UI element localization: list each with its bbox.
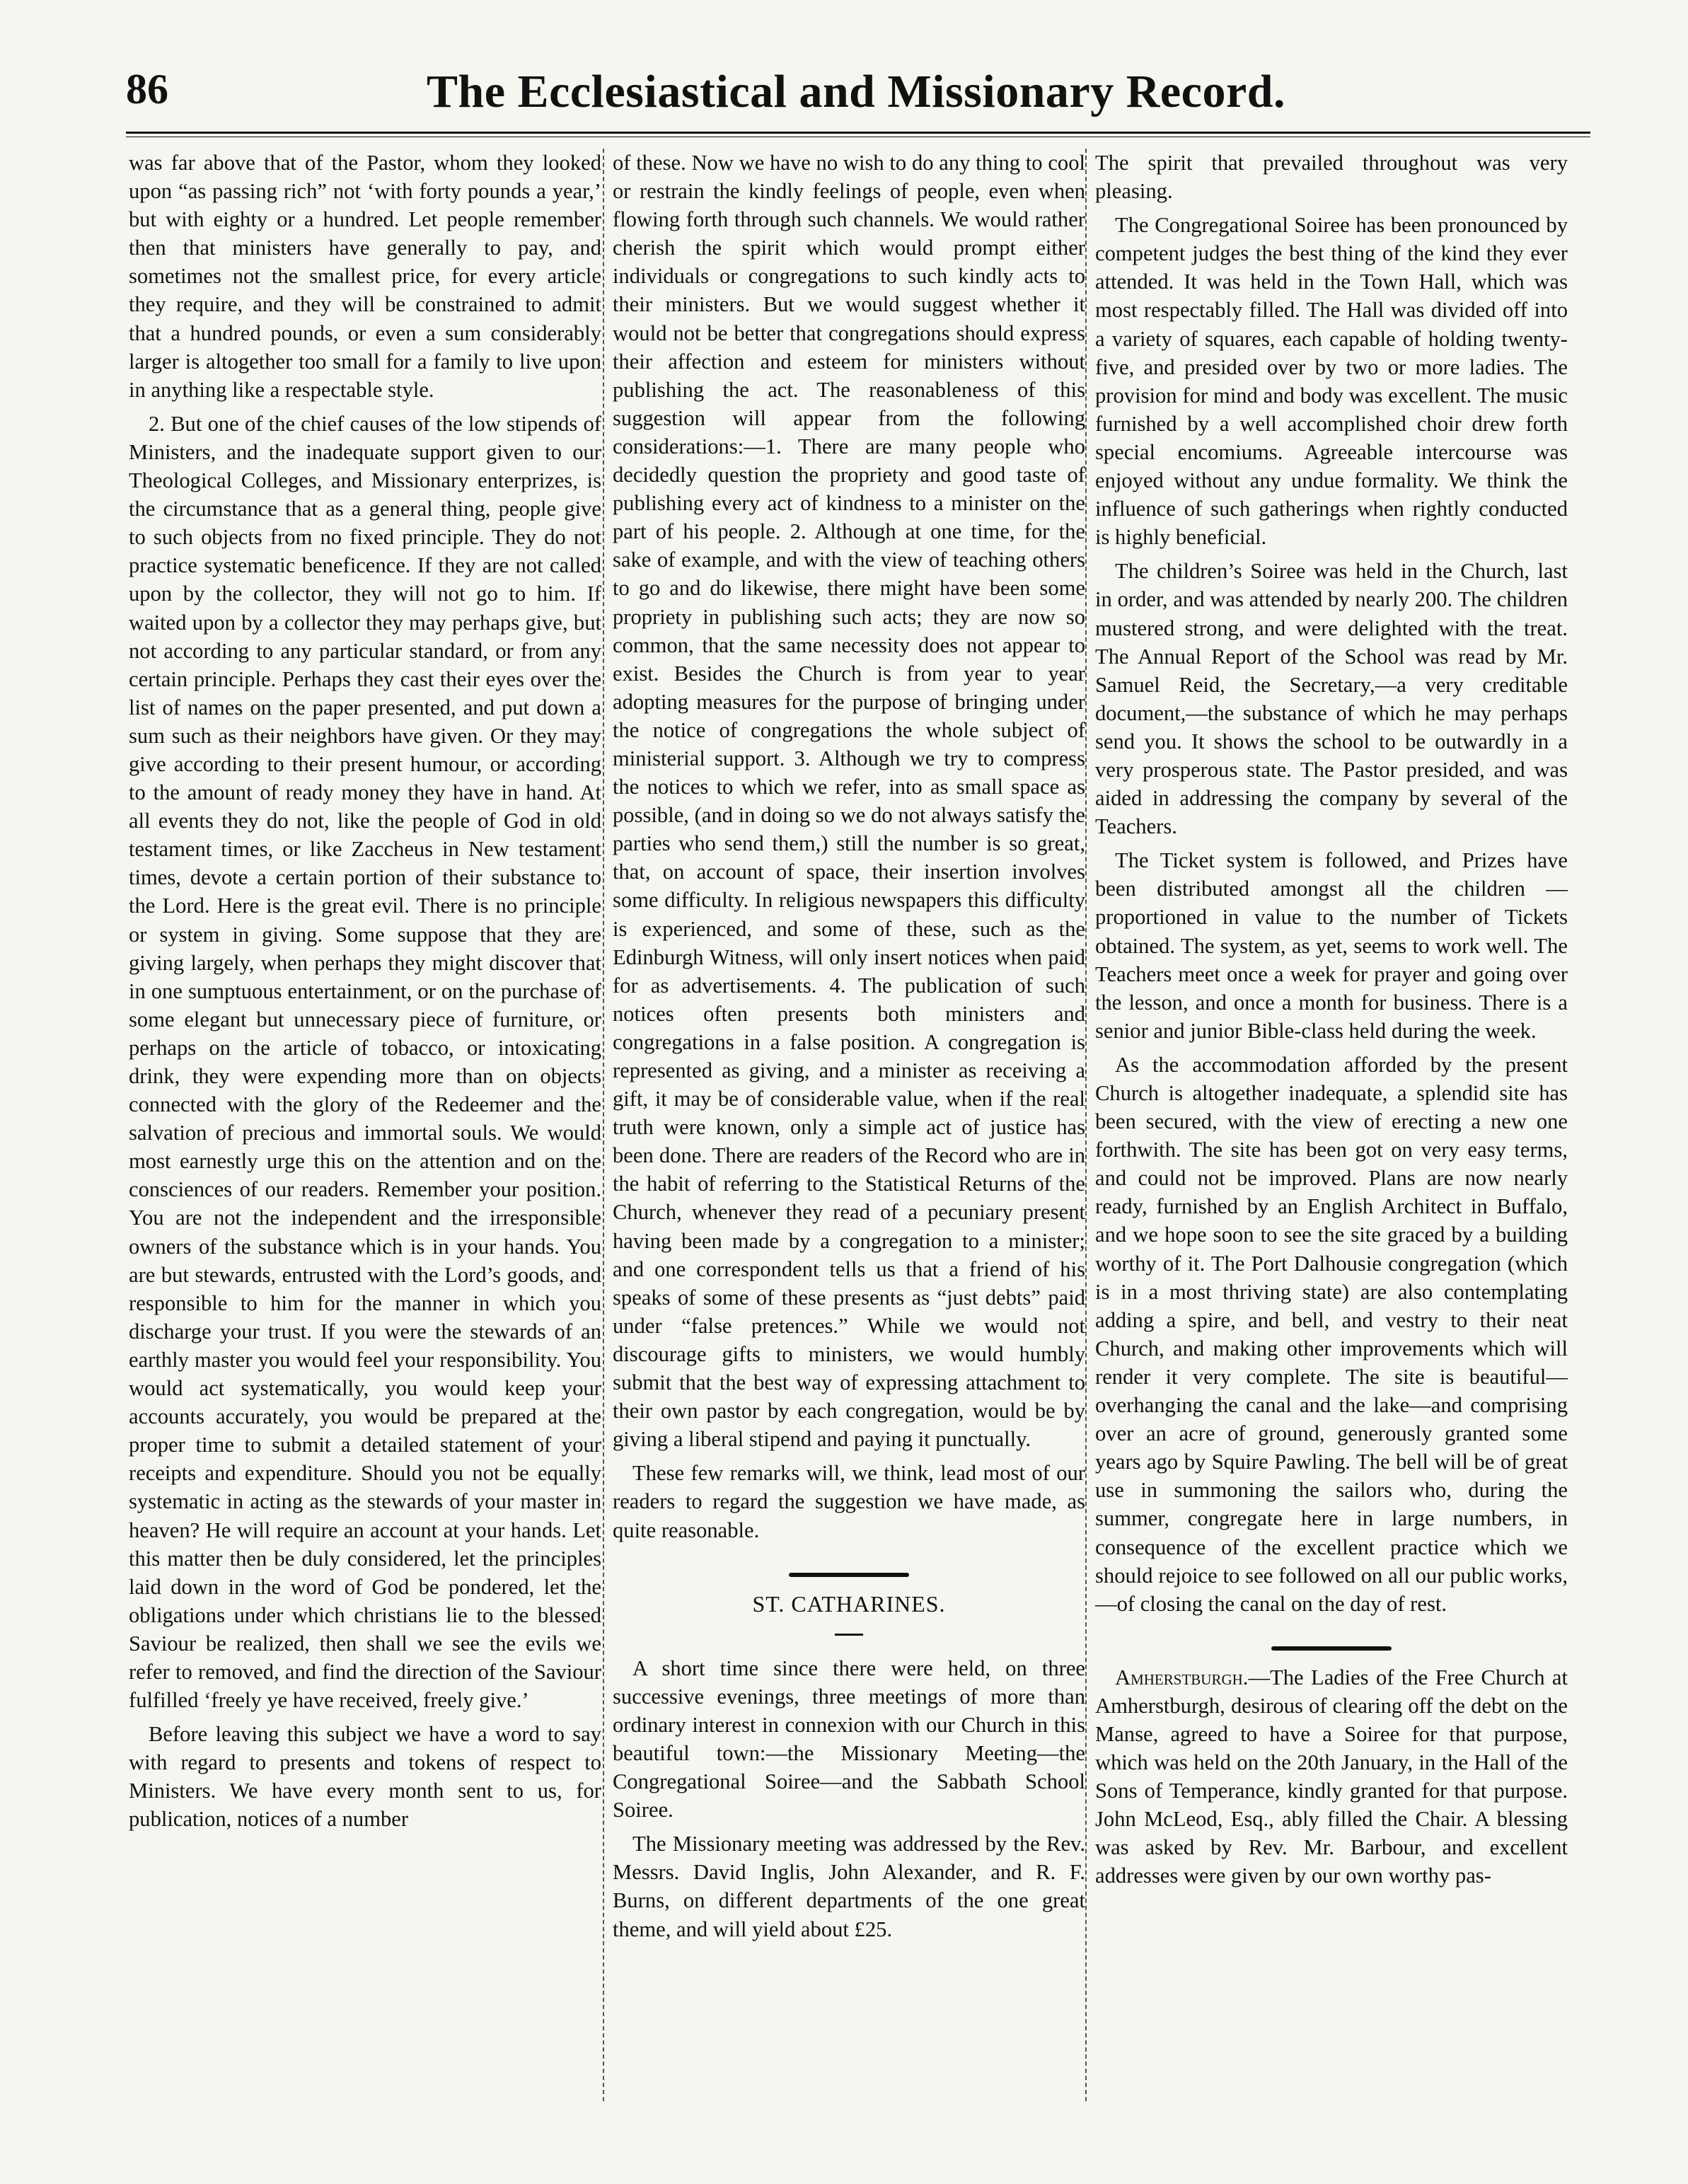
section-heading: ST. CATHARINES. — [752, 1590, 946, 1617]
article-paragraph: The Ticket system is followed, and Prizes have been distributed amongst all the children —proportioned in value to the number of Tickets obtained. The system, as yet, seems to work well. The Teachers meet once a week for prayer and going over the lesson, and once a month for business. There is a senior and junior Bible-class held during the week. — [1095, 848, 1568, 1043]
column-divider — [603, 149, 604, 2101]
article-paragraph: The spirit that prevailed throughout was very pleasing. — [1095, 151, 1568, 204]
column-divider — [1085, 149, 1087, 2101]
amherstburgh-text: —The Ladies of the Free Church at Amherstburgh, desirous of clearing off the debt on the Manse, agreed to have a Soiree for that purpose, which was held on the 20th January, in the Hall of the Sons of Temperance, kindly granted for that purpose. John McLeod, Esq., ably filled the Chair. A blessing was asked by Rev. Mr. Barbour, and excellent addresses were given by our own worthy pas- — [1095, 1665, 1568, 1888]
header-rule — [126, 132, 1590, 134]
article-paragraph: Before leaving this subject we have a word to say with regard to presents and tokens of respect to Ministers. We have every month sent to us, for publication, notices of a number — [129, 1722, 601, 1832]
publication-title: The Ecclesiastical and Missionary Record. — [427, 66, 1285, 117]
page-header — [106, 65, 1606, 122]
article-paragraph: As the accommodation afforded by the present Church is altogether inadequate, a splendid site has been secured, with the view of erecting a new one forthwith. The site has been got on very easy terms, and could not be improved. Plans are now nearly ready, furnished by an English Architect in Buffalo, and we hope soon to see the site graced by a building worthy of it. The Port Dalhousie congregation (which is in a most thriving state) are also contemplating adding a spire, and bell, and vestry to their neat Church, and making other improvements which will render it very complete. The site is beautiful—overhanging the canal and the lake—and comprising over an acre of ground, generously granted some years ago by Squire Pawling. The bell will be of great use in summoning the sailors who, during the summer, congregate here in large numbers, in consequence of the excellent practice which we should rejoice to see followed on all our public works,—of closing the canal on the day of rest. — [1095, 1052, 1568, 1616]
article-paragraph: The children’s Soiree was held in the Church, last in order, and was attended by nearly 200. The children mustered strong, and were delighted with the treat. The Annual Report of the School was read by Mr. Samuel Reid, the Secretary,—a very creditable document,—the substance of which he may perhaps send you. It shows the school to be outwardly in a very prosperous state. The Pastor presided, and was aided in addressing the company by several of the Teachers. — [1095, 559, 1568, 839]
article-paragraph: was far above that of the Pastor, whom they looked upon “as passing rich” not ‘with forty pounds a year,’ but with eighty or a hundred. Let people remember then that ministers have generally to pay, and sometimes not the smallest price, for every article they require, and they will be constrained to admit that a hundred pounds, or even a sum considerably larger is altogether too small for a family to live upon in anything like a respectable style. — [129, 151, 601, 402]
article-paragraph: The Missionary meeting was addressed by the Rev. Messrs. David Inglis, John Alexander, and R. F. Burns, on different departments of the one great theme, and will yield about £25. — [613, 1832, 1085, 1941]
heading-rule — [835, 1634, 863, 1636]
section-ornament — [1095, 1632, 1568, 1646]
article-paragraph — [1095, 1663, 1568, 1890]
column-3 — [1095, 149, 1568, 1896]
article-paragraph: of these. Now we have no wish to do any thing to cool or restrain the kindly feelings of people, even when flowing forth through such channels. We would rather cherish the spirit which would prompt either individuals or congregations to such kindly acts to their ministers. But we would suggest whether it would not be better that congregations should express their affection and esteem for ministers without publishing the act. The reasonableness of this suggestion will appear from the following considerations:—1. There are many people who decidedly question the propriety and good taste of publishing every act of kindness to a minister on the part of his people. 2. Although at one time, for the sake of example, and with the view of teaching others to go and do likewise, there might have been some propriety in publishing such acts; they are now so common, that the same necessity does not appear to exist. Besides the Church is from year to year adopting measures for the purpose of bringing under the notice of congregations the whole subject of ministerial support. 3. Although we try to compress the notices to which we refer, into as small space as possible, (and in doing so we do not always satisfy the parties who send them,) still the number is so great, that, on account of space, their insertion involves some difficulty. In religious newspapers this difficulty is experienced, and some of these, such as the Edinburgh Witness, will only insert notices when paid for as advertisements. 4. The publication of such notices often presents both ministers and congregations in a false position. A congregation is represented as giving, and a minister as receiving a gift, it may be of considerable value, when if the real truth were known, only a simple act of justice has been done. There are readers of the Record who are in the habit of referring to the Statistical Returns of the Church, whenever they read of a pecuniary present having been made by a congregation to a minister; and one correspondent tells us that a friend of his speaks of some of these presents as “just debts” paid under “false pretences.” While we would not discourage gifts to ministers, we would humbly submit that the best way of expressing attachment to their own pastor by each congregation, would be by giving a liberal stipend and paying it punctually. — [613, 151, 1085, 1452]
article-paragraph: 2. But one of the chief causes of the low stipends of Ministers, and the inadequate support given to our Theological Colleges, and Missionary enterprizes, is the circumstance that as a general thing, people give to such objects from no fixed principle. They do not practice systematic beneficence. If they are not called upon by the collector, they will not go to him. If waited upon by a collector they may perhaps give, but not according to any particular standard, or from any certain principle. Perhaps they cast their eyes over the list of names on the paper presented, and put down a sum such as their neighbors have given. Or they may give according to their present humour, or according to the amount of ready money they have in hand. At all events they do not, like the people of God in old testament times, or like Zaccheus in New testament times, devote a certain portion of their substance to the Lord. Here is the great evil. There is no principle or system in giving. Some suppose that they are giving largely, when perhaps they might discover that in one sumptuous entertainment, or on the purchase of some elegant but unnecessary piece of furniture, or perhaps on the article of tobacco, or intoxicating drink, they were expending more than on objects connected with the glory of the Redeemer and the salvation of precious and immortal souls. We would most earnestly urge this on the attention and on the consciences of our readers. Remember your position. You are not the independent and the irresponsible owners of the substance which is in your hands. You are but stewards, entrusted with the Lord’s goods, and responsible to him for the manner in which you discharge your trust. If you were the stewards of an earthly master you would feel your responsibility. You would act systematically, you would keep your accounts accurately, you would be prepared at the proper time to submit a detailed statement of your receipts and expenditure. Should you not be equally systematic in acting as the stewards of your master in heaven? He will require an account at your hands. Let this matter then be duly considered, let the principles laid down in the word of God be pondered, let the obligations under which christians lie to the blessed Saviour be realized, then shall we see the evils we refer to removed, and find the direction of the Saviour fulfilled ‘freely ye have received, freely give.’ — [129, 411, 601, 1713]
article-paragraph: These few remarks will, we think, lead most of our readers to regard the suggestion we have made, as quite reasonable. — [613, 1461, 1085, 1542]
article-paragraph: A short time since there were held, on three successive evenings, three meetings of more than ordinary interest in connexion with our Church in this beautiful town:—the Missionary Meeting—the Congregational Soiree—and the Sabbath School Soiree. — [613, 1656, 1085, 1822]
column-2 — [613, 149, 1085, 1949]
place-lead: Amherstburgh. — [1115, 1665, 1249, 1689]
page-number: 86 — [126, 66, 168, 112]
section-ornament — [613, 1559, 1085, 1573]
column-1 — [129, 149, 601, 1839]
article-paragraph: The Congregational Soiree has been pronounced by competent judges the best thing of the kind they ever attended. It was held in the Town Hall, which was most respectably filled. The Hall was divided off into a variety of squares, each capable of holding twenty-five, and presided over by two or more ladies. The provision for mind and body was excellent. The music furnished by a well accomplished choir drew forth special encomiums. Agreeable intercourse was enjoyed without any undue formality. We think the influence of such gatherings when rightly conducted is highly beneficial. — [1095, 213, 1568, 550]
